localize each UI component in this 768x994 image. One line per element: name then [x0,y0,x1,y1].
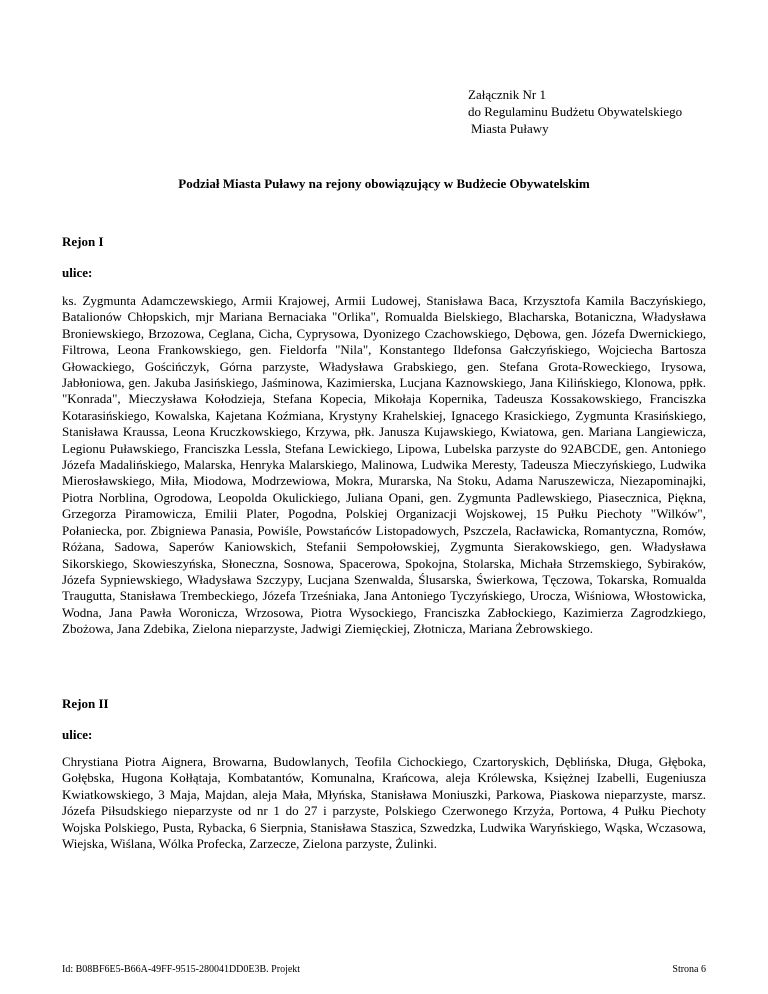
attachment-line-2: do Regulaminu Budżetu Obywatelskiego [468,104,683,119]
section-1-subheading: ulice: [62,265,93,280]
section-2-heading: Rejon II [62,696,109,711]
attachment-line-1: Załącznik Nr 1 [468,87,546,102]
attachment-line-3: Miasta Puławy [471,121,549,136]
section-2-streets: Chrystiana Piotra Aignera, Browarna, Budowlanych, Teofila Cichockiego, Czartoryskich, Dęblińska, Długa, Głęboka, Gołębska, Hugona Kołłątaja, Kombatantów, Komunalna, Krańcowa, aleja Królewska, Księżnej Izabelli, Eugeniusza Kwiatkowskiego, 3 Maja, Majdan, aleja Mała, Młyńska, Stanisława Moniuszki, Parkowa, Piaskowa nieparzyste, marsz. Józefa Piłsudskiego nieparzyste od nr 1 do 27 i parzyste, Polskiego Czerwonego Krzyża, Portowa, 4 Pułku Piechoty Wojska Polskiego, Pusta, Rybacka, 6 Sierpnia, Stanisława Staszica, Szwedzka, Ludwika Waryńskiego, Wąska, Wczasowa, Wiejska, Wiślana, Wólka Profecka, Zarzecze, Zielona parzyste, Żulinki. [62,754,706,852]
section-2-subheading: ulice: [62,727,93,742]
footer-document-id: Id: B08BF6E5-B66A-49FF-9515-280041DD0E3B. Projekt [62,964,301,975]
document-title: Podział Miasta Puławy na rejony obowiązujący w Budżecie Obywatelskim [178,176,590,191]
section-1-streets: ks. Zygmunta Adamczewskiego, Armii Krajowej, Armii Ludowej, Stanisława Baca, Krzysztofa Kamila Baczyńskiego, Batalionów Chłopskich, mjr Mariana Bernaciaka "Orlika", Romualda Bielskiego, Blacharska, Botaniczna, Władysława Broniewskiego, Brzozowa, Ceglana, Cicha, Cyprysowa, Dyonizego Czachowskiego, Dębowa, gen. Józefa Dwernickiego, Filtrowa, Leona Frankowskiego, gen. Fieldorfa "Nila", Konstantego Ildefonsa Gałczyńskiego, Wojciecha Bartosza Głowackiego, Gościńczyk, Górna parzyste, Władysława Grabskiego, gen. Stefana Grota-Roweckiego, Irysowa, Jabłoniowa, gen. Jakuba Jasińskiego, Jaśminowa, Kazimierska, Lucjana Kaznowskiego, Jana Kilińskiego, Klonowa, ppłk. "Konrada", Mieczysława Kołodzieja, Stefana Kopecia, Mikołaja Kopernika, Tadeusza Kossakowskiego, Franciszka Kotarasińskiego, Kowalska, Kajetana Koźmiana, Krystyny Krahelskiej, Ignacego Krasickiego, Zygmunta Krasińskiego, Stanisława Kraussa, Leona Kruczkowskiego, Krzywa, płk. Janusza Kujawskiego, Kwiatowa, gen. Mariana Langiewicza, Legionu Puławskiego, Franciszka Lessla, Stefana Lewickiego, Lipowa, Lubelska parzyste do 92ABCDE, gen. Antoniego Józefa Madalińskiego, Malarska, Henryka Malarskiego, Malinowa, Ludwika Meresty, Tadeusza Mieczyńskiego, Ludwika Mierosławskiego, Miła, Miodowa, Modrzewiowa, Mokra, Murarska, Na Stoku, Adama Naruszewicza, Niezapominajki, Piotra Norblina, Ogrodowa, Leopolda Okulickiego, Juliana Opani, gen. Zygmunta Padlewskiego, Piasecznica, Piękna, Grzegorza Piramowicza, Emilii Plater, Pogodna, Polskiej Organizacji Wojskowej, 15 Pułku Piechoty "Wilków", Połaniecka, por. Zbigniewa Panasia, Powiśle, Powstańców Listopadowych, Pszczela, Racławicka, Romantyczna, Romów, Różana, Sadowa, Saperów Kaniowskich, Stefanii Sempołowskiej, Zygmunta Sierakowskiego, gen. Władysława Sikorskiego, Skowieszyńska, Słoneczna, Sosnowa, Spacerowa, Spokojna, Stolarska, Michała Strzemskiego, Sybiraków, Józefa Sypniewskiego, Władysława Szczypy, Lucjana Szenwalda, Ślusarska, Świerkowa, Tęczowa, Tokarska, Romualda Traugutta, Stanisława Trembeckiego, Józefa Trześniaka, Jana Antoniego Tyczyńskiego, Urocza, Wiśniowa, Włostowicka, Wodna, Jana Pawła Woronicza, Wrzosowa, Piotra Wysockiego, Franciszka Zabłockiego, Kazimierza Zagrodzkiego, Zbożowa, Jana Zdebika, Zielona nieparzyste, Jadwigi Ziemięckiej, Złotnicza, Mariana Żebrowskiego. [62,293,706,637]
attachment-note [468,86,682,137]
section-1-heading: Rejon I [62,234,104,249]
footer-page-number: Strona 6 [672,964,706,975]
